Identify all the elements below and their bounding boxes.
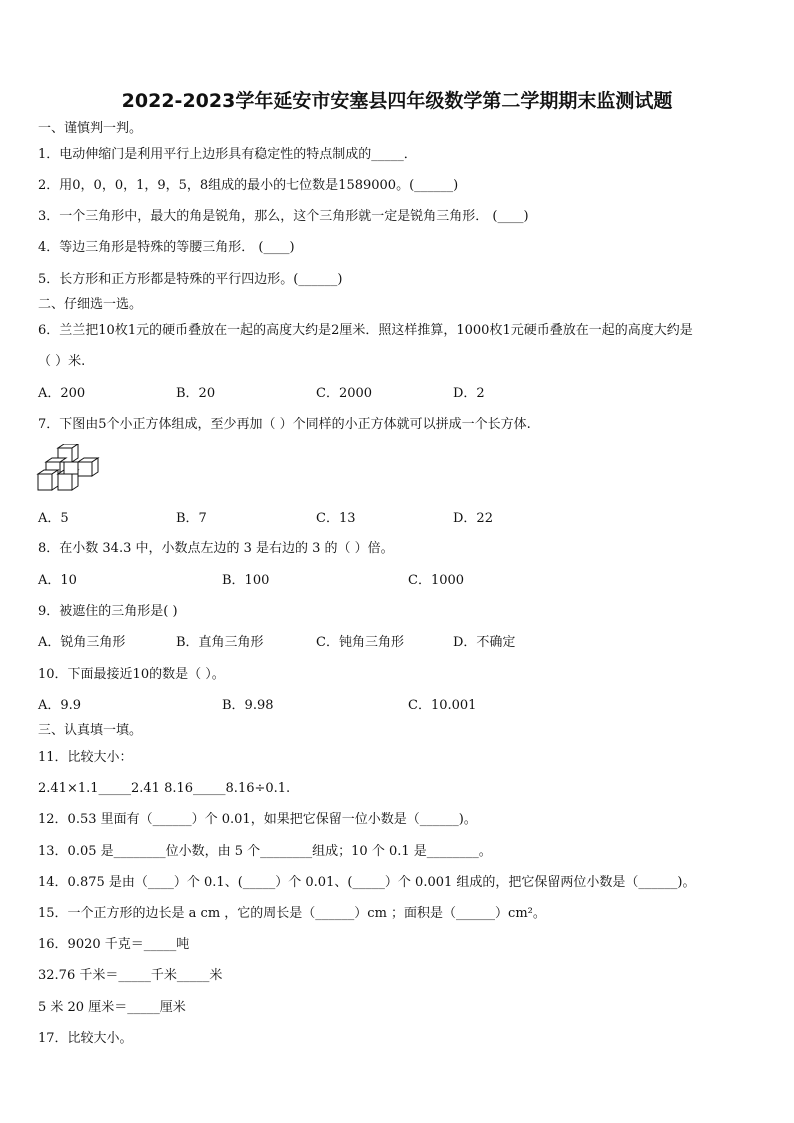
question-1: 1．电动伸缩门是利用平行上边形具有稳定性的特点制成的_____．: [38, 147, 417, 162]
question-16: 16．9020 千克＝_____吨: [38, 937, 190, 952]
q6-option-a: A．200: [38, 386, 86, 401]
q6-option-c: C．2000: [316, 386, 373, 401]
q9-option-d: D．不确定: [453, 635, 516, 650]
section-heading-1: 一、谨慎判一判。: [38, 121, 143, 136]
q9-option-a: A．锐角三角形: [38, 635, 126, 650]
question-15: 15．一个正方形的边长是 a cm ，它的周长是（______）cm ；面积是（______）cm²。: [38, 906, 546, 921]
question-14: 14．0.875 是由（____）个 0.1、(_____）个 0.01、(_____）个 0.001 组成的，把它保留两位小数是（______)。: [38, 875, 696, 890]
question-16-part-3: 5 米 20 厘米＝_____厘米: [38, 1000, 186, 1015]
cube-stack-figure: [36, 444, 102, 496]
question-9: 9．被遮住的三角形是( ): [38, 604, 178, 619]
q8-option-c: C．1000: [408, 573, 465, 588]
q8-option-a: A．10: [38, 573, 77, 588]
question-5: 5．长方形和正方形都是特殊的平行四边形。(______): [38, 272, 343, 287]
question-6-continued: （ ）米.: [38, 354, 86, 369]
q7-option-a: A．5: [38, 511, 69, 526]
q6-option-d: D．2: [453, 386, 485, 401]
q7-option-b: B．7: [176, 511, 207, 526]
question-11-comparisons: 2.41×1.1_____2.41 8.16_____8.16÷0.1.: [38, 781, 291, 796]
page-title: 2022-2023学年延安市安塞县四年级数学第二学期期末监测试题: [121, 90, 673, 112]
question-16-part-2: 32.76 千米＝_____千米_____米: [38, 968, 223, 983]
question-6: 6．兰兰把10枚1元的硬币叠放在一起的高度大约是2厘米．照这样推算，1000枚1元硬币叠放在一起的高度大约是: [38, 323, 693, 338]
question-10: 10．下面最接近10的数是（ ）。: [38, 667, 225, 682]
question-7: 7．下图由5个小正方体组成，至少再加（ ）个同样的小正方体就可以拼成一个长方体.: [38, 417, 531, 432]
question-11: 11．比较大小：: [38, 750, 133, 765]
question-12: 12．0.53 里面有（______）个 0.01，如果把它保留一位小数是（______)。: [38, 812, 477, 827]
section-heading-2: 二、仔细选一选。: [38, 297, 143, 312]
q10-option-a: A．9.9: [38, 698, 82, 713]
section-heading-3: 三、认真填一填。: [38, 723, 143, 738]
q6-option-b: B．20: [176, 386, 216, 401]
question-13: 13．0.05 是________位小数，由 5 个________组成；10 个 0.1 是________。: [38, 844, 492, 859]
q8-option-b: B．100: [222, 573, 270, 588]
question-8: 8．在小数 34.3 中，小数点左边的 3 是右边的 3 的（ ）倍。: [38, 541, 394, 556]
q10-option-c: C．10.001: [408, 698, 477, 713]
question-3: 3．一个三角形中，最大的角是锐角，那么，这个三角形就一定是锐角三角形． (____): [38, 209, 529, 224]
q7-option-c: C．13: [316, 511, 356, 526]
question-2: 2．用0，0，0，1，9，5，8组成的最小的七位数是1589000。(______): [38, 178, 459, 193]
q7-option-d: D．22: [453, 511, 493, 526]
question-17: 17．比较大小。: [38, 1031, 133, 1046]
q9-option-c: C．钝角三角形: [316, 635, 404, 650]
q9-option-b: B．直角三角形: [176, 635, 264, 650]
question-4: 4．等边三角形是特殊的等腰三角形． (____): [38, 240, 295, 255]
q10-option-b: B．9.98: [222, 698, 274, 713]
